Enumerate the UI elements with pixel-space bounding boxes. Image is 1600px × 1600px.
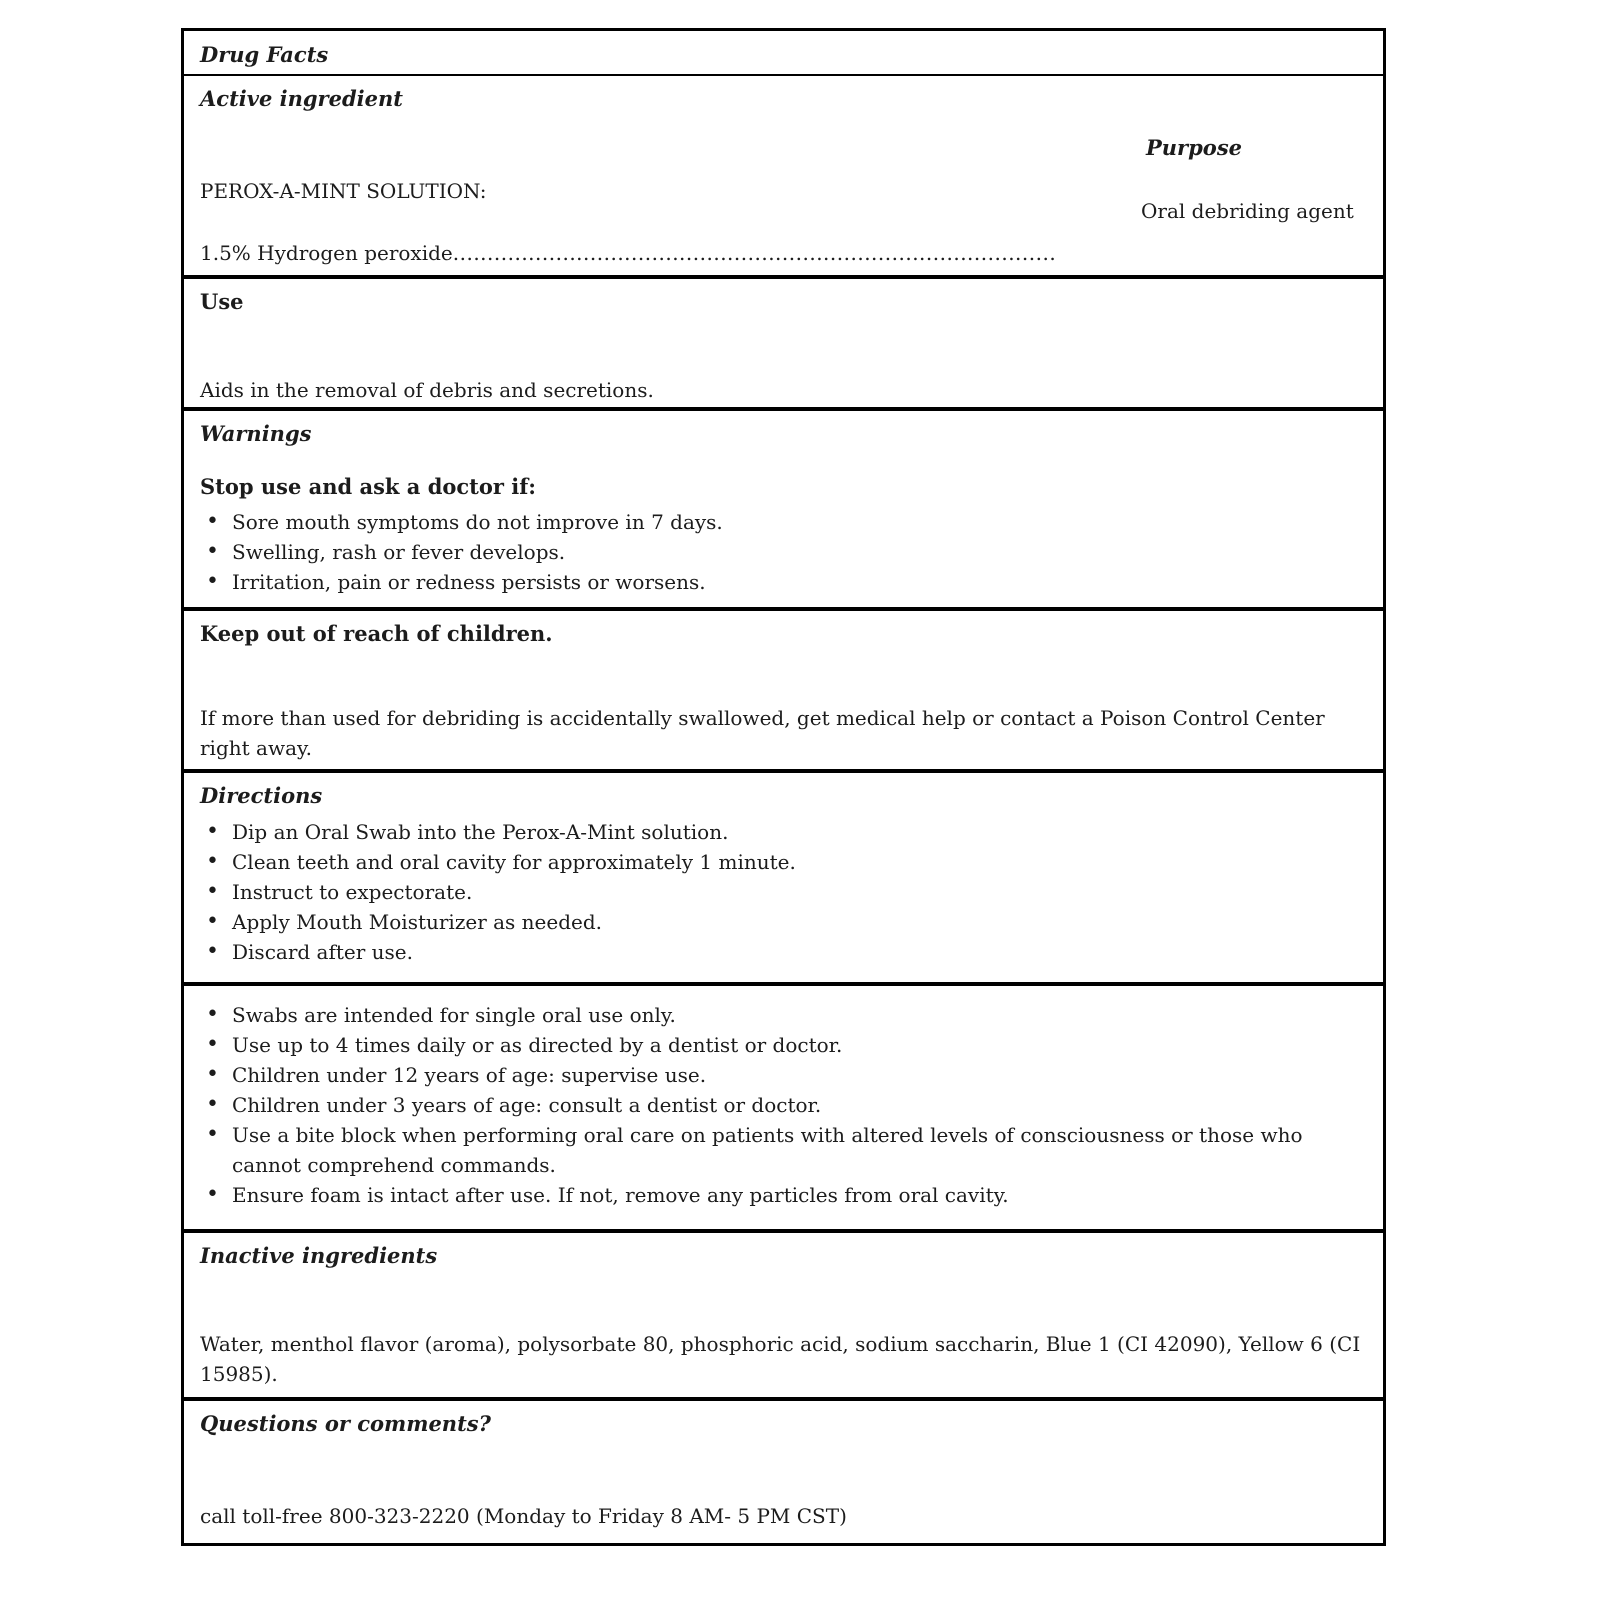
- list-item: • Apply Mouth Moisturizer as needed.: [204, 907, 1367, 937]
- list-item: • Dip an Oral Swab into the Perox-A-Mint solution.: [204, 817, 1367, 847]
- section-inactive-ingredients: [184, 1233, 1383, 1401]
- section-active-ingredient: [184, 76, 1383, 279]
- list-item: • Irritation, pain or redness persists or worsens.: [204, 567, 1367, 597]
- section-warnings: [184, 411, 1383, 611]
- list-item: • Swabs are intended for single oral use only.: [204, 1000, 1367, 1030]
- section-additional-directions: [184, 986, 1383, 1233]
- list-item: • Instruct to expectorate.: [204, 877, 1367, 907]
- drug-facts-title: Drug Facts: [200, 42, 329, 67]
- section-title: [184, 31, 1383, 76]
- directions-list: [200, 817, 1367, 967]
- leader-dots: ........................................................................................: [452, 241, 1057, 265]
- list-item: • Discard after use.: [204, 937, 1367, 967]
- list-item: • Clean teeth and oral cavity for approximately 1 minute.: [204, 847, 1367, 877]
- list-item: • Children under 12 years of age: supervise use.: [204, 1060, 1367, 1090]
- section-keep-out: [184, 611, 1383, 773]
- section-directions: [184, 773, 1383, 986]
- list-item: • Children under 3 years of age: consult a dentist or doctor.: [204, 1090, 1367, 1120]
- section-use: [184, 279, 1383, 411]
- concentration-text: 1.5% Hydrogen peroxide: [200, 241, 453, 265]
- section-questions: [184, 1401, 1383, 1543]
- warnings-heading: Warnings: [200, 421, 312, 446]
- inactive-ingredients-body: Water, menthol flavor (aroma), polysorbate 80, phosphoric acid, sodium saccharin, Blue 1 (CI 42090), Yellow 6 (CI 15985).: [200, 1332, 1361, 1386]
- questions-heading: Questions or comments?: [200, 1411, 491, 1436]
- purpose-value: Oral debriding agent: [1141, 199, 1354, 223]
- keep-out-heading: Keep out of reach of children.: [200, 621, 553, 646]
- concentration-line: [200, 238, 1367, 268]
- list-item: • Ensure foam is intact after use. If not, remove any particles from oral cavity.: [204, 1180, 1367, 1210]
- use-heading: Use: [200, 289, 244, 314]
- warnings-list: [200, 507, 1367, 597]
- list-item: • Swelling, rash or fever develops.: [204, 537, 1367, 567]
- additional-directions-list: [200, 1000, 1367, 1210]
- purpose-heading: Purpose: [1146, 135, 1242, 160]
- inactive-ingredients-heading: Inactive ingredients: [200, 1243, 438, 1268]
- active-ingredient-heading: Active ingredient: [200, 86, 403, 111]
- drug-facts-label: [181, 28, 1386, 1546]
- stop-use-subheading: Stop use and ask a doctor if:: [200, 474, 537, 499]
- list-item: • Use a bite block when performing oral care on patients with altered levels of consciousness or those who cannot comprehend commands.: [204, 1120, 1367, 1180]
- ingredient-name: PEROX-A-MINT SOLUTION:: [200, 179, 487, 203]
- use-body: Aids in the removal of debris and secretions.: [200, 378, 654, 402]
- list-item: • Sore mouth symptoms do not improve in 7 days.: [204, 507, 1367, 537]
- list-item: • Use up to 4 times daily or as directed by a dentist or doctor.: [204, 1030, 1367, 1060]
- keep-out-body: If more than used for debriding is accidentally swallowed, get medical help or contact a Poison Control Center right away.: [200, 706, 1325, 760]
- directions-heading: Directions: [200, 783, 323, 808]
- questions-body: call toll-free 800-323-2220 (Monday to Friday 8 AM- 5 PM CST): [200, 1504, 847, 1528]
